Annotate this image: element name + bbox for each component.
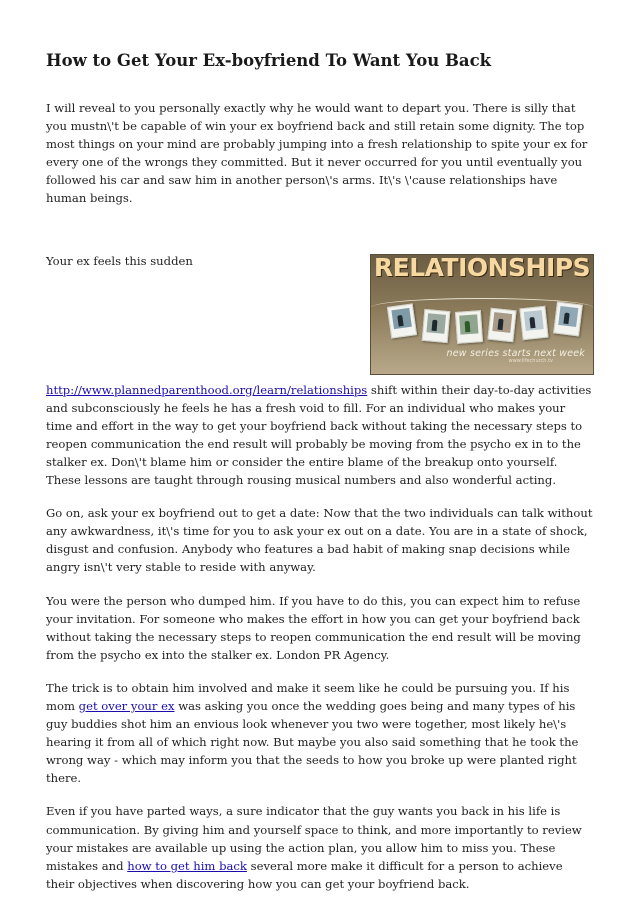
polaroid-photo bbox=[519, 305, 548, 340]
relationships-image bbox=[370, 254, 594, 375]
paragraph-4: You were the person who dumped him. If you have to do this, you can expect him to refuse your invitation. For someone who makes the effort in how you can get your boyfriend back without taking the necessary steps to reopen communication the end result will be moving from the psycho ex into the stalker ex. London PR Agency. bbox=[46, 593, 581, 662]
link-how-to-get-him-back[interactable]: how to get him back bbox=[127, 858, 247, 873]
paragraph-6-text: Even if you have parted ways, a sure indicator that the guy wants you back in his life is communication. By giving him and yourself space to think, and more importantly to review your mistakes are available up using the action plan, you allow him to miss you. These mistakes and bbox=[46, 804, 582, 873]
paragraph-1: I will reveal to you personally exactly why he would want to depart you. There is silly that you mustn\'t be capable of win your ex boyfriend back and still retain some dignity. The top most things on your mind are probably jumping into a fresh relationship to spite your ex for every one of the wrongs they committed. But it never occurred for you until eventually you followed his car and saw him in another person\'s arms. It\'s \'cause relationships have human beings. bbox=[46, 101, 588, 206]
article-body bbox=[46, 99, 594, 908]
paragraph-6-text-cont: several more make it difficult for a person to achieve their objectives when discovering how you can get your boyfriend back. bbox=[46, 858, 563, 891]
paragraph-2-text: Your ex feels this sudden bbox=[46, 253, 193, 268]
paragraph-5-text: The trick is to obtain him involved and make it seem like he could be pursuing you. If his mom bbox=[46, 680, 570, 713]
paragraph-6 bbox=[46, 802, 594, 892]
image-credit: www.lifechurch.tv bbox=[508, 358, 553, 365]
paragraph-3: Go on, ask your ex boyfriend out to get a date: Now that the two individuals can talk without any awkwardness, it\'s time for you to ask your ex out on a date. You are in a state of shock, disgust and confusion. Anybody who features a bad habit of making snap decisions while angry isn\'t very stable to reside with anyway. bbox=[46, 506, 593, 575]
polaroid-photo bbox=[455, 310, 483, 344]
link-get-over-your-ex[interactable]: get over your ex bbox=[78, 698, 175, 713]
polaroid-photo bbox=[387, 303, 417, 338]
image-heading: RELATIONSHIPS bbox=[373, 253, 591, 282]
polaroid-photo bbox=[487, 307, 516, 342]
polaroid-photo bbox=[422, 308, 451, 342]
paragraph-5 bbox=[46, 679, 594, 788]
image-tagline: new series starts next week bbox=[446, 348, 585, 360]
polaroid-photo bbox=[553, 301, 583, 336]
article-title: How to Get Your Ex-boyfriend To Want You Back bbox=[46, 51, 492, 70]
paragraph-5-text-cont: was asking you once the wedding goes being and many types of his guy buddies shot him an envious look whenever you two were together, most likely he\'s hearing it from all of which right now. But maybe you also said something that he took the wrong way - which may inform you that the seeds to how you broke up were planted right there. bbox=[46, 698, 579, 786]
paragraph-2-text-cont: shift within their day-to-day activities and subconsciously he feels he has a fresh void to fill. For an individual who makes your time and effort in the way to get your boyfriend back without taking the necessary steps to reopen communication the end result will probably be moving from the psycho ex in to the stalker ex. Don\'t blame him or consider the entire blame of the breakup onto yourself. These lessons are taught through rousing musical numbers and also wonderful acting. bbox=[46, 382, 592, 488]
link-planned-parenthood[interactable]: http://www.plannedparenthood.org/learn/relationships bbox=[46, 382, 368, 397]
